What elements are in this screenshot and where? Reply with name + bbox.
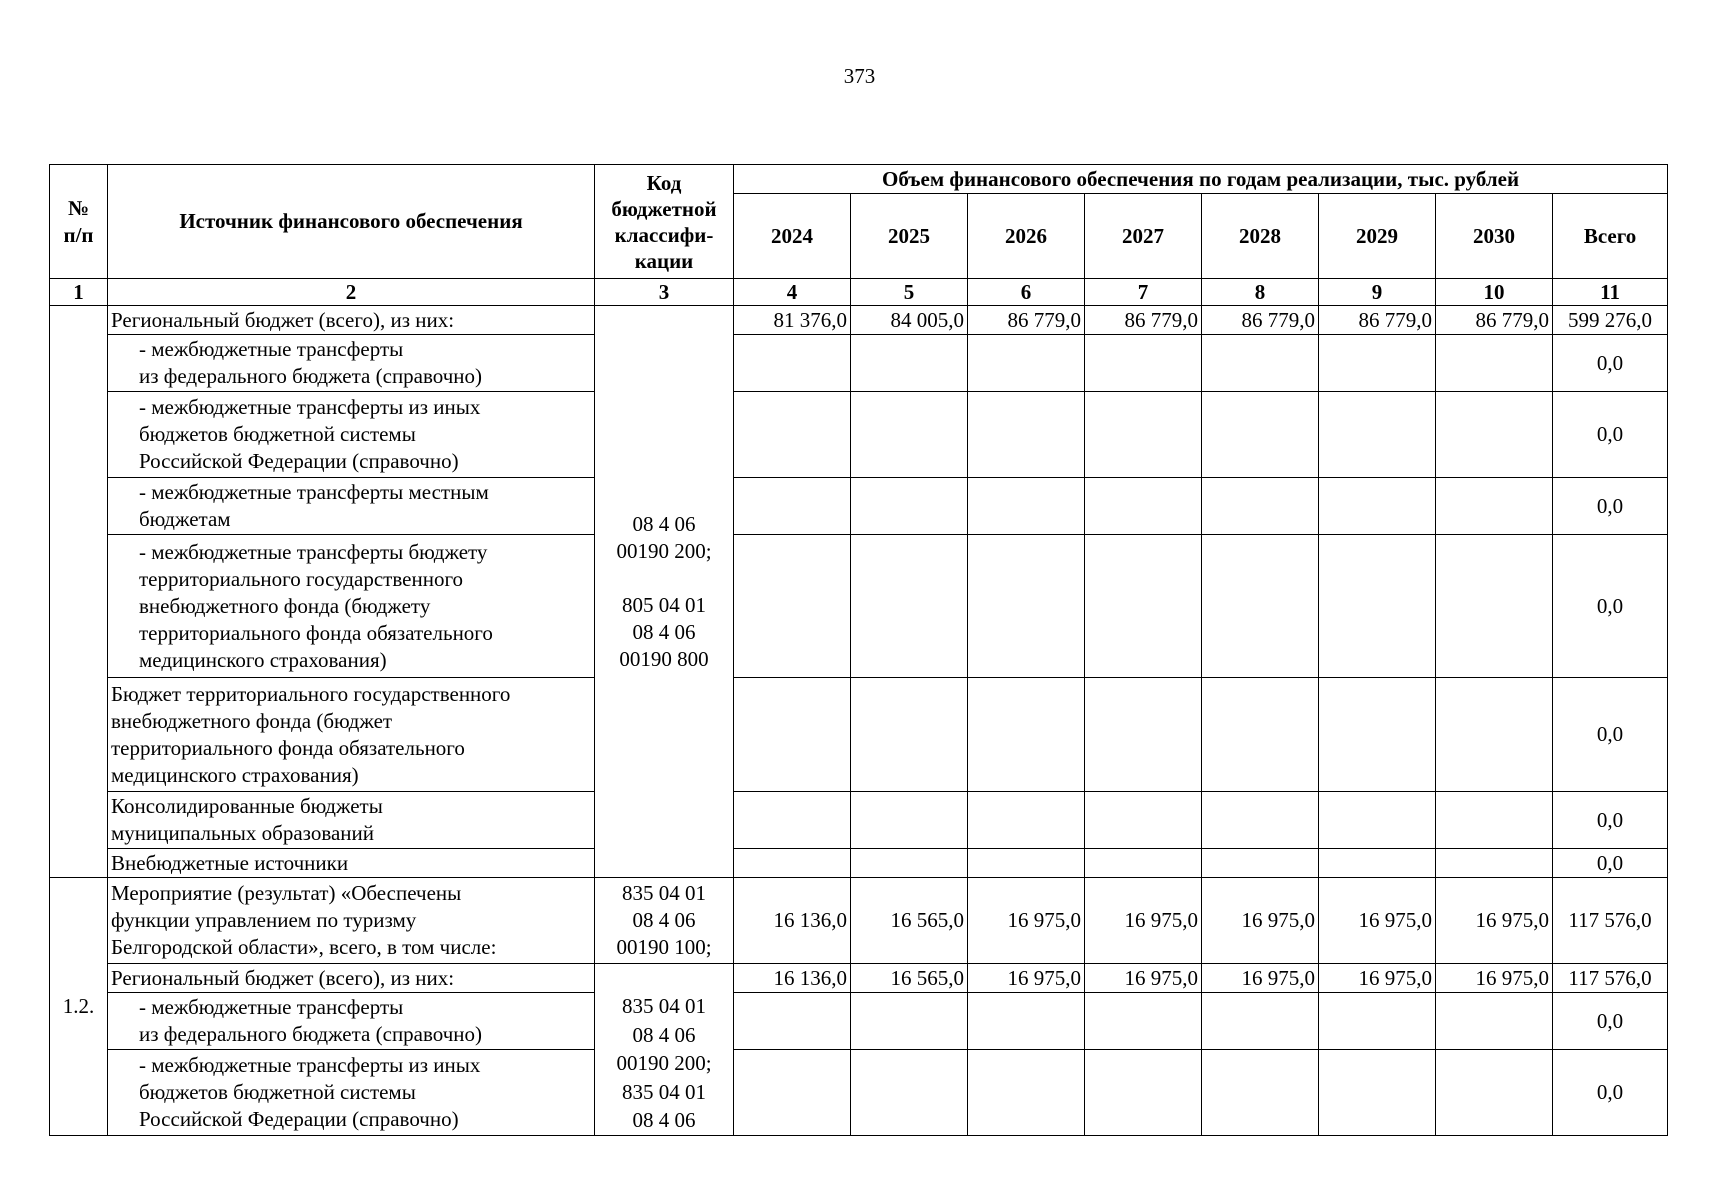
total-cell: 0,0 <box>1553 392 1668 478</box>
budget-code-line: 08 4 06 <box>632 619 696 644</box>
row-source-line: - межбюджетные трансферты <box>139 337 404 361</box>
value-cell <box>1085 849 1202 878</box>
value-cell <box>1202 535 1319 678</box>
row-source-line: из федерального бюджета (справочно) <box>139 1022 483 1046</box>
value-cell <box>851 535 968 678</box>
column-number: 10 <box>1436 279 1553 306</box>
value-cell <box>1319 792 1436 849</box>
row-source <box>108 792 595 849</box>
row-source-line: Консолидированные бюджеты <box>111 794 383 818</box>
row-source-line: - межбюджетные трансферты <box>139 995 404 1019</box>
header-no: № п/п <box>50 165 108 279</box>
value-cell <box>1085 1050 1202 1136</box>
row-source-line: медицинского страхования) <box>111 762 359 787</box>
value-cell <box>734 1050 851 1136</box>
value-cell <box>1202 993 1319 1050</box>
value-cell <box>1085 478 1202 535</box>
value-cell <box>968 392 1085 478</box>
row-source <box>108 849 595 878</box>
value-cell <box>1319 849 1436 878</box>
row-source <box>108 306 595 335</box>
value-cell <box>851 993 968 1050</box>
column-number: 1 <box>50 279 108 306</box>
header-code: Код бюджетной классифи- кации <box>595 165 734 279</box>
value-cell <box>1085 335 1202 392</box>
budget-code-line: 00190 100; <box>616 935 712 959</box>
column-number: 9 <box>1319 279 1436 306</box>
row-source-line: из федерального бюджета (справочно) <box>139 364 483 388</box>
row-source <box>108 392 595 478</box>
value-cell <box>1319 1050 1436 1136</box>
row-source-line: муниципальных образований <box>111 821 374 845</box>
row-source-line: Региональный бюджет (всего), из них: <box>111 307 455 332</box>
row-source-line: территориального фонда обязательного <box>111 735 465 760</box>
value-cell <box>968 535 1085 678</box>
value-cell: 16 975,0 <box>1319 878 1436 964</box>
value-cell <box>968 335 1085 392</box>
budget-code-cell <box>595 878 734 964</box>
value-cell <box>1319 335 1436 392</box>
header-year: 2024 <box>734 194 851 279</box>
row-source <box>108 878 595 964</box>
value-cell <box>734 392 851 478</box>
row-source-line: Бюджет территориального государственного <box>111 681 511 706</box>
value-cell <box>1319 478 1436 535</box>
total-cell: 0,0 <box>1553 535 1668 678</box>
total-cell: 117 576,0 <box>1553 878 1668 964</box>
value-cell: 16 975,0 <box>1202 878 1319 964</box>
value-cell <box>734 335 851 392</box>
total-cell: 0,0 <box>1553 993 1668 1050</box>
row-number-cell: 1.2. <box>50 878 108 1136</box>
budget-code-line: 835 04 01 <box>622 994 706 1019</box>
row-source-line: территориального государственного <box>139 566 464 591</box>
total-cell: 599 276,0 <box>1553 306 1668 335</box>
value-cell <box>851 678 968 792</box>
value-cell <box>1202 849 1319 878</box>
column-number: 4 <box>734 279 851 306</box>
value-cell <box>1436 849 1553 878</box>
row-source-line: функции управлением по туризму <box>111 908 417 932</box>
row-source-line: внебюджетного фонда (бюджету <box>139 593 431 618</box>
value-cell <box>968 678 1085 792</box>
total-cell: 0,0 <box>1553 849 1668 878</box>
value-cell: 16 975,0 <box>1319 964 1436 993</box>
value-cell <box>851 392 968 478</box>
budget-code-line: 835 04 01 <box>622 1079 706 1104</box>
budget-code-line: 00190 200; <box>616 1051 712 1076</box>
value-cell: 16 975,0 <box>968 964 1085 993</box>
total-cell: 117 576,0 <box>1553 964 1668 993</box>
page-number: 373 <box>843 64 876 88</box>
row-source-line: Мероприятие (результат) «Обеспечены <box>111 881 462 905</box>
row-source-line: бюджетов бюджетной системы <box>139 422 416 446</box>
value-cell <box>734 535 851 678</box>
value-cell <box>968 993 1085 1050</box>
row-source-line: - межбюджетные трансферты из иных <box>139 1053 481 1077</box>
row-source-line: бюджетов бюджетной системы <box>139 1080 416 1104</box>
row-source <box>108 335 595 392</box>
value-cell <box>734 792 851 849</box>
value-cell: 16 975,0 <box>1436 878 1553 964</box>
row-source <box>108 964 595 993</box>
value-cell: 16 565,0 <box>851 964 968 993</box>
row-source <box>108 993 595 1050</box>
budget-code-cell <box>595 964 734 1136</box>
value-cell <box>968 849 1085 878</box>
header-year: 2028 <box>1202 194 1319 279</box>
column-number: 11 <box>1553 279 1668 306</box>
value-cell <box>734 478 851 535</box>
header-year: 2025 <box>851 194 968 279</box>
budget-code-line: 08 4 06 <box>632 1108 696 1133</box>
row-source <box>108 1050 595 1136</box>
value-cell: 86 779,0 <box>1319 306 1436 335</box>
value-cell <box>968 792 1085 849</box>
total-cell: 0,0 <box>1553 678 1668 792</box>
value-cell <box>851 478 968 535</box>
row-source-line: территориального фонда обязательного <box>139 620 493 645</box>
value-cell <box>1085 792 1202 849</box>
header-source: Источник финансового обеспечения <box>108 165 595 279</box>
value-cell: 86 779,0 <box>1202 306 1319 335</box>
budget-code-line: 805 04 01 <box>622 592 706 617</box>
column-number: 7 <box>1085 279 1202 306</box>
value-cell <box>1085 678 1202 792</box>
column-number: 8 <box>1202 279 1319 306</box>
row-source <box>108 535 595 678</box>
value-cell: 16 136,0 <box>734 878 851 964</box>
value-cell <box>1202 678 1319 792</box>
column-number: 6 <box>968 279 1085 306</box>
row-source <box>108 478 595 535</box>
value-cell <box>1436 335 1553 392</box>
value-cell <box>1436 535 1553 678</box>
value-cell <box>1436 392 1553 478</box>
value-cell <box>1436 792 1553 849</box>
header-volume-group: Объем финансового обеспечения по годам реализации, тыс. рублей <box>734 165 1668 194</box>
budget-code-line: 08 4 06 <box>632 908 696 932</box>
row-source-line: - межбюджетные трансферты бюджету <box>139 539 488 564</box>
budget-code-line: 00190 800 <box>619 646 709 671</box>
value-cell: 81 376,0 <box>734 306 851 335</box>
value-cell <box>1319 392 1436 478</box>
value-cell: 16 975,0 <box>1085 878 1202 964</box>
value-cell <box>1436 1050 1553 1136</box>
row-source-line: Белгородской области», всего, в том числе: <box>111 935 497 959</box>
budget-code-line: 08 4 06 <box>632 511 696 536</box>
value-cell <box>968 478 1085 535</box>
row-source-line: бюджетам <box>139 507 231 531</box>
value-cell <box>1085 993 1202 1050</box>
budget-code-line: 00190 200; <box>616 538 712 563</box>
header-year: 2027 <box>1085 194 1202 279</box>
row-number-cell <box>50 306 108 878</box>
column-number: 5 <box>851 279 968 306</box>
row-source-line: Российской Федерации (справочно) <box>139 1107 459 1131</box>
value-cell <box>1202 792 1319 849</box>
value-cell <box>968 1050 1085 1136</box>
header-year: 2026 <box>968 194 1085 279</box>
value-cell <box>1202 335 1319 392</box>
budget-code-line <box>598 964 730 992</box>
value-cell <box>734 678 851 792</box>
total-cell: 0,0 <box>1553 335 1668 392</box>
value-cell <box>1085 392 1202 478</box>
value-cell: 86 779,0 <box>1436 306 1553 335</box>
value-cell: 16 975,0 <box>1202 964 1319 993</box>
row-source <box>108 678 595 792</box>
value-cell <box>1202 1050 1319 1136</box>
value-cell: 16 136,0 <box>734 964 851 993</box>
value-cell: 16 975,0 <box>1085 964 1202 993</box>
value-cell <box>734 849 851 878</box>
budget-code-line <box>598 565 730 592</box>
value-cell: 16 565,0 <box>851 878 968 964</box>
row-source-line: Российской Федерации (справочно) <box>139 449 459 473</box>
value-cell <box>1202 392 1319 478</box>
value-cell: 16 975,0 <box>1436 964 1553 993</box>
header-total: Всего <box>1553 194 1668 279</box>
row-source-line: Региональный бюджет (всего), из них: <box>111 965 455 990</box>
value-cell <box>851 335 968 392</box>
value-cell: 86 779,0 <box>1085 306 1202 335</box>
value-cell <box>1436 678 1553 792</box>
value-cell: 86 779,0 <box>968 306 1085 335</box>
column-number: 2 <box>108 279 595 306</box>
value-cell <box>851 792 968 849</box>
total-cell: 0,0 <box>1553 478 1668 535</box>
budget-code-line: 835 04 01 <box>622 881 706 905</box>
total-cell: 0,0 <box>1553 792 1668 849</box>
value-cell <box>1319 678 1436 792</box>
value-cell: 84 005,0 <box>851 306 968 335</box>
value-cell <box>851 1050 968 1136</box>
row-source-line: медицинского страхования) <box>139 647 387 672</box>
value-cell <box>851 849 968 878</box>
budget-code-line: 08 4 06 <box>632 1022 696 1047</box>
value-cell <box>1319 535 1436 678</box>
row-source-line: внебюджетного фонда (бюджет <box>111 708 393 733</box>
financing-table <box>49 164 1668 1136</box>
value-cell <box>734 993 851 1050</box>
value-cell <box>1202 478 1319 535</box>
header-year: 2030 <box>1436 194 1553 279</box>
total-cell: 0,0 <box>1553 1050 1668 1136</box>
value-cell <box>1436 993 1553 1050</box>
budget-code-cell <box>595 306 734 878</box>
row-source-line: - межбюджетные трансферты из иных <box>139 395 481 419</box>
value-cell: 16 975,0 <box>968 878 1085 964</box>
row-source-line: - межбюджетные трансферты местным <box>139 480 489 504</box>
value-cell <box>1319 993 1436 1050</box>
header-year: 2029 <box>1319 194 1436 279</box>
column-number: 3 <box>595 279 734 306</box>
value-cell <box>1436 478 1553 535</box>
row-source-line: Внебюджетные источники <box>111 850 349 875</box>
value-cell <box>1085 535 1202 678</box>
